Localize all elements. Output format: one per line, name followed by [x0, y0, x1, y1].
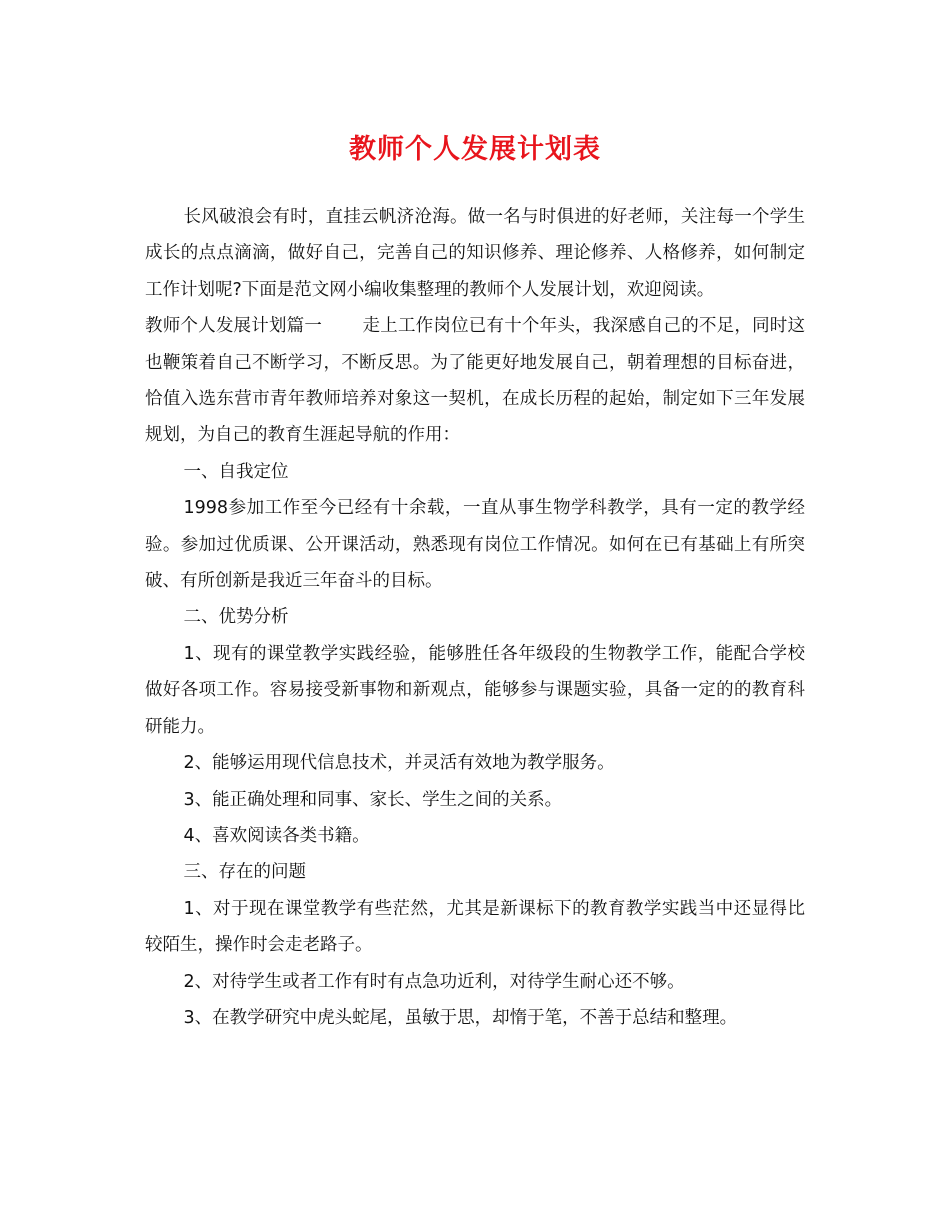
section-paragraph [145, 308, 805, 454]
heading-problems: 三、存在的问题 [183, 862, 306, 883]
paragraph-strength-4: 4、喜欢阅读各类书籍。 [183, 825, 370, 846]
paragraph-strength-2: 2、能够运用现代信息技术，并灵活有效地为教学服务。 [183, 753, 615, 774]
paragraph-problem-1: 1、对于现在课堂教学有些茫然，尤其是新课标下的教育教学实践当中还显得比较陌生，操作时会走老路子。 [145, 898, 805, 956]
paragraph-problem-3: 3、在教学研究中虎头蛇尾，虽敏于思，却惰于笔，不善于总结和整理。 [183, 1007, 738, 1028]
section-text: 走上工作岗位已有十个年头，我深感自己的不足，同时这也鞭策着自己不断学习，不断反思。为了能更好地发展自己，朝着理想的目标奋进，恰值入选东营市青年教师培养对象这一契机，在成长历程的起始，制定如下三年发展规划，为自己的教育生涯起导航的作用： [145, 316, 806, 446]
intro-paragraph: 长风破浪会有时，直挂云帆济沧海。做一名与时俱进的好老师，关注每一个学生成长的点点滴滴，做好自己，完善自己的知识修养、理论修养、人格修养，如何制定工作计划呢?下面是范文网小编收集整理的教师个人发展计划，欢迎阅读。 [145, 207, 805, 300]
paragraph-strength-1: 1、现有的课堂教学实践经验，能够胜任各年级段的生物教学工作，能配合学校做好各项工作。容易接受新事物和新观点，能够参与课题实验，具备一定的的教育科研能力。 [145, 643, 805, 737]
paragraph-strength-3: 3、能正确处理和同事、家长、学生之间的关系。 [183, 789, 563, 810]
paragraph-problem-2: 2、对待学生或者工作有时有点急功近利，对待学生耐心还不够。 [183, 971, 685, 992]
heading-self-positioning: 一、自我定位 [183, 461, 289, 482]
section-heading: 教师个人发展计划篇一 [145, 316, 323, 337]
heading-strengths: 二、优势分析 [183, 607, 289, 628]
document-body [145, 199, 805, 1036]
paragraph-self-positioning: 1998参加工作至今已经有十余载，一直从事生物学科教学，具有一定的教学经验。参加过优质课、公开课活动，熟悉现有岗位工作情况。如何在已有基础上有所突破、有所创新是我近三年奋斗的目标。 [145, 498, 805, 592]
document-title: 教师个人发展计划表 [349, 134, 601, 165]
